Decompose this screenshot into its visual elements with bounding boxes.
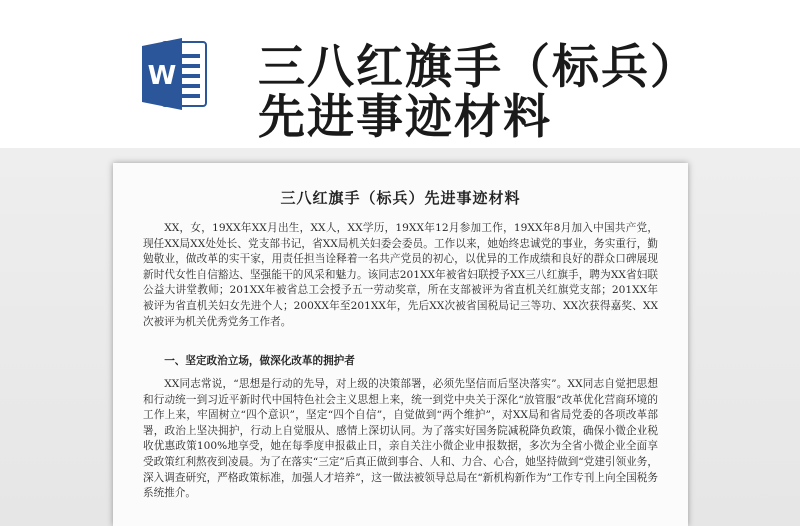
section-heading: 一、坚定政治立场，做深化改革的拥护者 — [164, 355, 355, 367]
word-icon-letter: W — [147, 61, 177, 91]
page-title-line1: 三八红旗手（标兵） — [258, 40, 699, 95]
header — [0, 0, 800, 150]
paragraph-intro: XX，女，19XX年XX月出生，XX人，XX学历，19XX年12月参加工作，19XX年8月加入中国共产党，现任XX局XX处处长、党支部书记，省XX局机关妇委会委员。工作以来，她始终忠诚党的事业，务实重行，勤勉敬业，做改革的实干家，用责任担当诠释着一名共产党员的初心，以优异的工作成绩和良好的群众口碑展现新时代女性自信豁达、坚强能干的风采和魅力。该同志201XX年被省妇联授予XX三八红旗手，聘为XX省妇联公益大讲堂教师；201XX年被省总工会授予五一劳动奖章，所在支部被评为省直机关红旗党支部；201XX年被评为省直机关妇女先进个人；200XX年至201XX年，先后XX次被省国税局记三等功、XX次获得嘉奖、XX次被评为机关优秀党务工作者。 — [143, 222, 658, 328]
word-document-icon — [142, 36, 208, 112]
document-page — [113, 163, 688, 526]
document-title: 三八红旗手（标兵）先进事迹材料 — [280, 189, 521, 207]
paragraph-section1: XX同志常说，“思想是行动的先导，对上级的决策部署，必须先坚信而后坚决落实”。XX同志自觉把思想和行动统一到习近平新时代中国特色社会主义思想上来，统一到党中央关于深化“放管服”改革优化营商环境的工作上来，牢固树立“四个意识”，坚定“四个自信”，自觉做到“两个维护”，对XX局和省局党委的各项改革部署，政治上坚决拥护，行动上自觉服从、感情上深切认同。为了落实好国务院减税降负政策，确保小微企业税收优惠政策100%地享受，她在每季度申报截止日，亲自关注小微企业申报数据，多次为全省小微企业全面享受政策红利熬夜到凌晨。为了在落实“三定”后真正做到事合、人和、力合、心合，她坚持做到“党建引领业务，深入调查研究，严格政策标准，加强人才培养”，这一做法被领导总局在“新机构新作为”工作专刊上向全国税务系统推介。 — [143, 378, 658, 500]
page-title-line2: 先进事迹材料 — [258, 90, 552, 145]
